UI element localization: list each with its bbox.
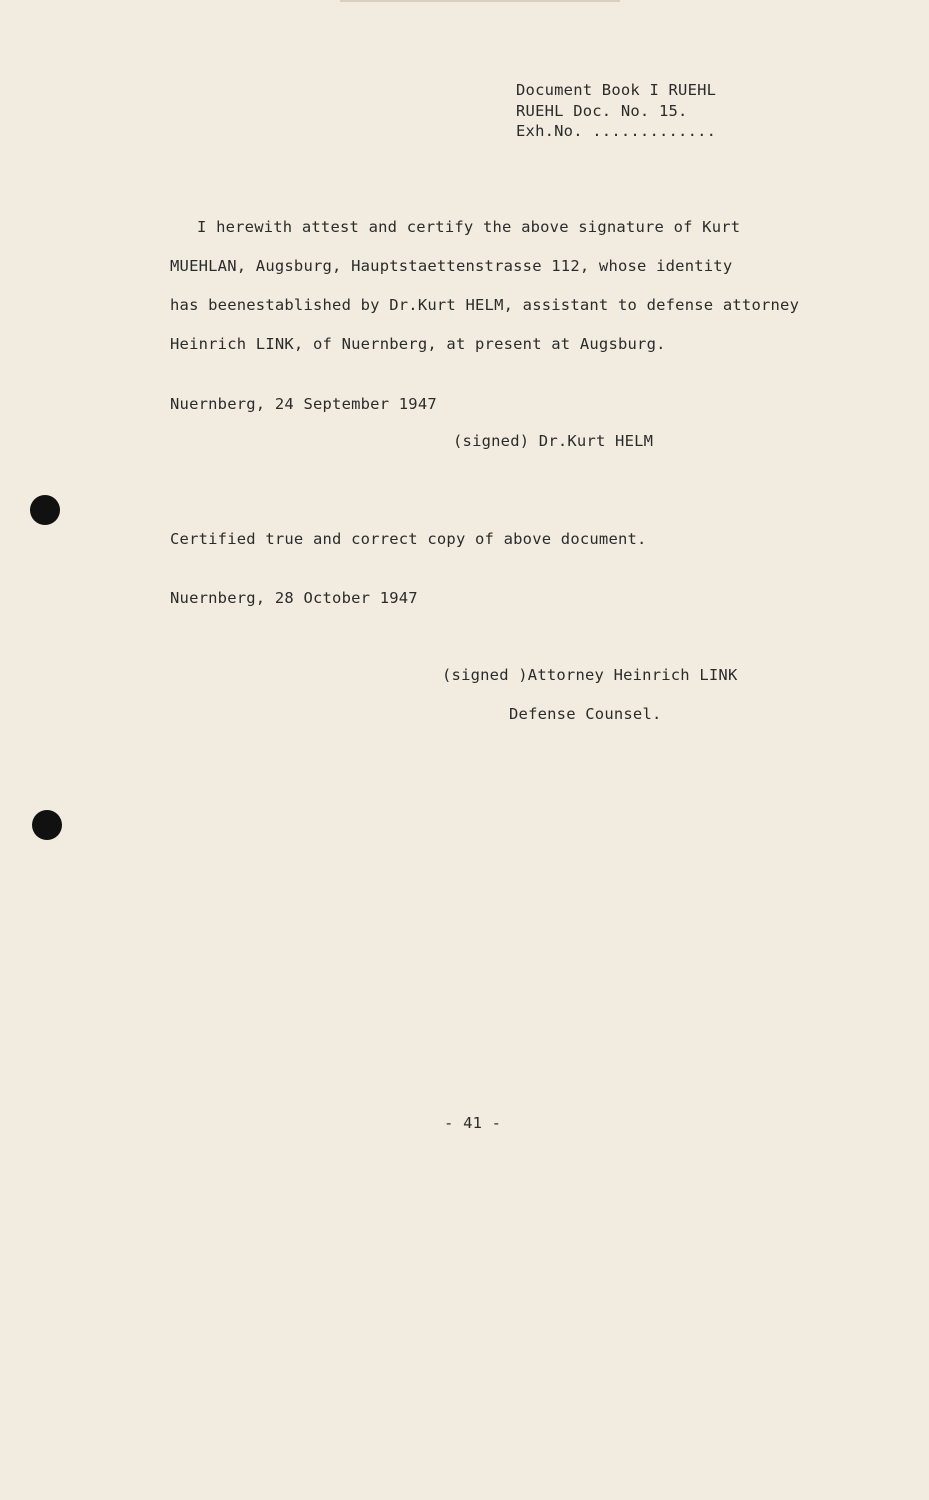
attestation-line-1: I herewith attest and certify the above signature of Kurt	[197, 218, 741, 236]
header-doc-number: RUEHL Doc. No. 15.	[516, 102, 688, 120]
attestation-line-4: Heinrich LINK, of Nuernberg, at present at Augsburg.	[170, 335, 666, 353]
attestation-line-3: has beenestablished by Dr.Kurt HELM, assistant to defense attorney	[170, 296, 800, 314]
second-date: Nuernberg, 28 October 1947	[170, 589, 418, 607]
punch-hole-top	[30, 495, 60, 525]
first-signature: (signed) Dr.Kurt HELM	[453, 432, 654, 450]
defense-counsel-role: Defense Counsel.	[509, 705, 662, 723]
punch-hole-bottom	[32, 810, 62, 840]
attestation-line-2: MUEHLAN, Augsburg, Hauptstaettenstrasse 112, whose identity	[170, 257, 733, 275]
certification-statement: Certified true and correct copy of above document.	[170, 530, 647, 548]
second-signature: (signed )Attorney Heinrich LINK	[442, 666, 738, 684]
header-document-book: Document Book I RUEHL	[516, 81, 717, 99]
top-edge-shadow	[340, 0, 620, 2]
header-exhibit-number: Exh.No. .............	[516, 122, 717, 140]
page-number: - 41 -	[444, 1114, 502, 1132]
first-date: Nuernberg, 24 September 1947	[170, 395, 437, 413]
